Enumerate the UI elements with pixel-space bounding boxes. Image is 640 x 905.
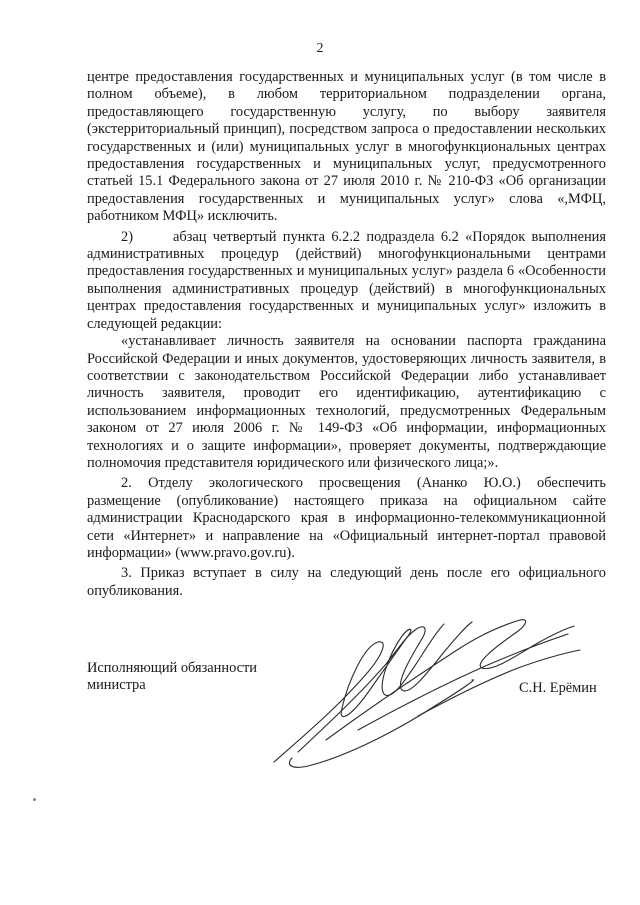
document-body — [87, 69, 606, 600]
scan-speck — [33, 798, 36, 801]
list-item-text: абзац четвертый пункта 6.2.2 подраздела 6.2 «Порядок выполнения административных процедур (действий) многофункциональными центрами предоставления государственных и муниципальных услуг» раздела 6 «Особенности выполнения административных процедур (действий) в многофункциональных центрах предоставления государственных и муниципальных услуг» изложить в следующей редакции: — [87, 228, 606, 332]
signatory-name: С.Н. Ерёмин — [519, 680, 597, 696]
paragraph-continuation: центре предоставления государственных и муниципальных услуг (в том числе в полном объеме), в любом территориальном подразделении органа, предоставляющего государственную услугу, по выбору заявителя (экстерриториальный принцип), посредством запроса о предоставлении нескольких государственных и (или) муниципальных услуг в многофункциональных центрах предоставления государственных и муниципальных услуг, предусмотренного статьей 15.1 Федерального закона от 27 июля 2010 г. № 210-ФЗ «Об организации предоставления государственных и муниципальных услуг» слова «,МФЦ, работником МФЦ» исключить. — [87, 69, 606, 225]
signatory-title-line1: Исполняющий обязанности — [87, 660, 258, 676]
signatory-title-line2: министра — [87, 677, 146, 694]
list-item-number: 2) — [121, 228, 133, 245]
order-point-2: 2. Отделу экологического просвещения (Ананко Ю.О.) обеспечить размещение (опубликование) настоящего приказа на официальном сайте администрации Краснодарского края в информационно-телекоммуникационной сети «Интернет» и направление на «Официальный интернет-портал правовой информации» (www.pravo.gov.ru). — [87, 475, 606, 561]
order-point-3: 3. Приказ вступает в силу на следующий день после его официального опубликования. — [87, 565, 606, 599]
signatory-title — [87, 660, 257, 695]
page-number: 2 — [316, 41, 324, 56]
quoted-amendment: «устанавливает личность заявителя на основании паспорта гражданина Российской Федерации и иных документов, удостоверяющих личность заявителя, в соответствии с законодательством Российской Федерации либо устанавливает личность заявителя, проводит его идентификацию, аутентификацию с использованием информационных технологий, предусмотренных Федеральным законом от 27 июля 2006 г. № 149-ФЗ «Об информации, информационных технологиях и о защите информации», проверяет документы, подтверждающие полномочия представителя юридического или физического лица;». — [87, 333, 606, 471]
list-item-2 — [87, 229, 606, 333]
